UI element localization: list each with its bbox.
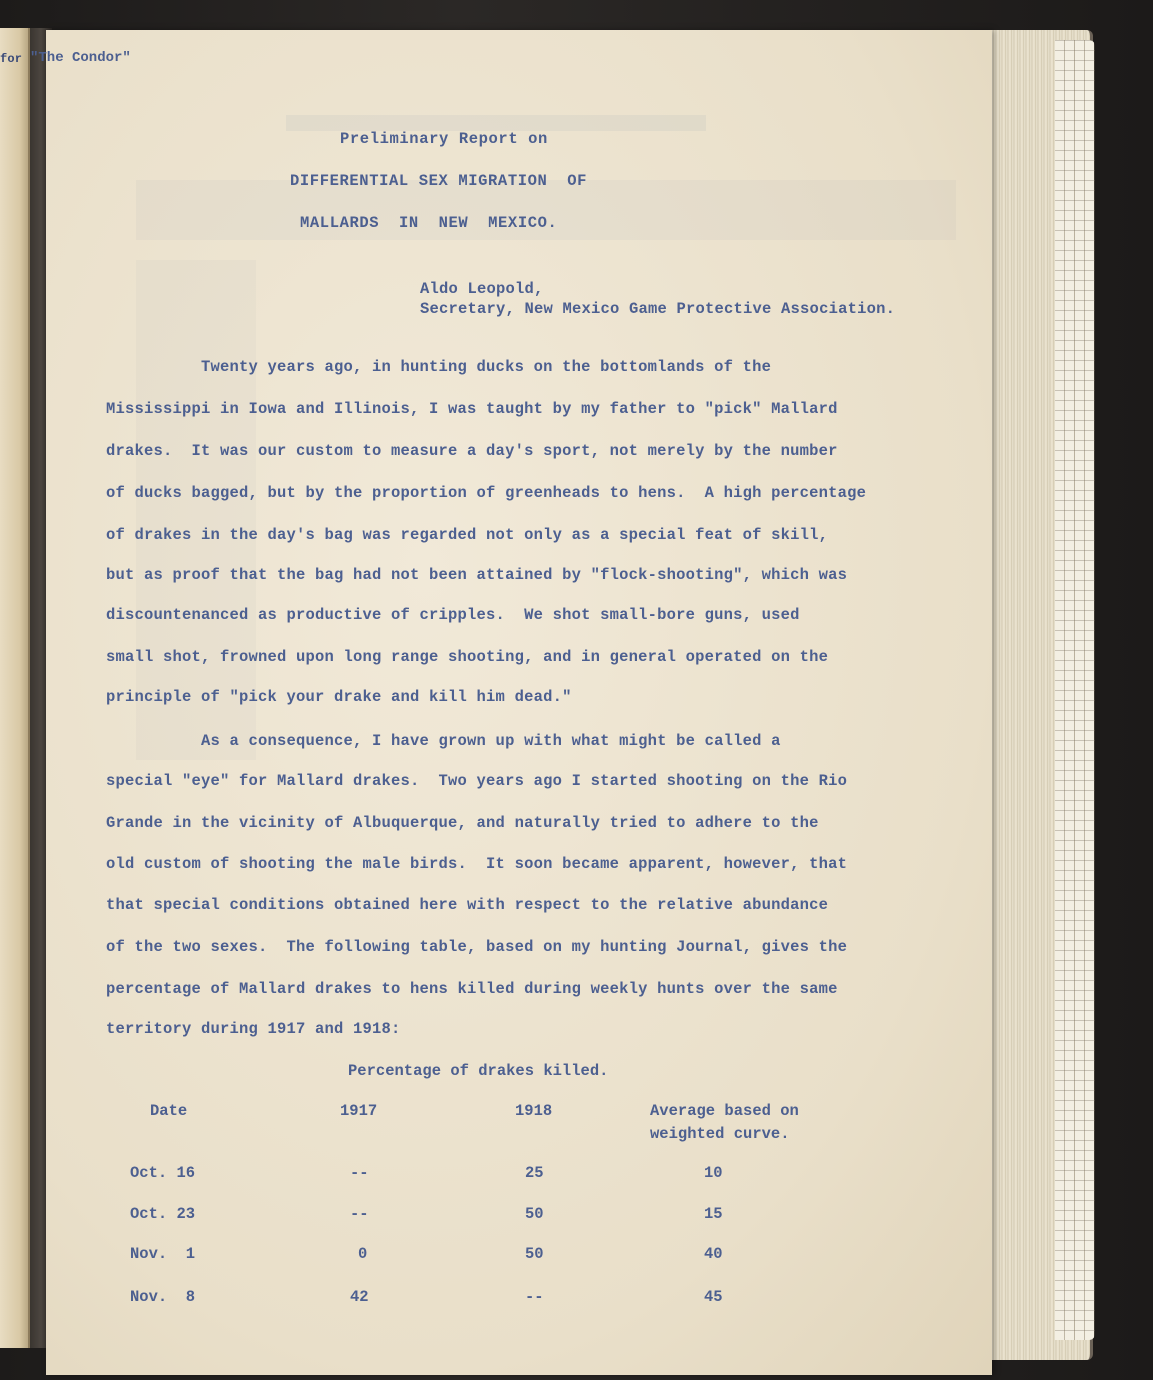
text-line: percentage of Mallard drakes to hens killed during weekly hunts over the same: [106, 980, 838, 998]
row-average: 40: [704, 1245, 723, 1263]
bleed-through: [136, 260, 256, 760]
text-line: As a consequence, I have grown up with what might be called a: [106, 732, 781, 750]
table-caption: Percentage of drakes killed.: [348, 1062, 609, 1080]
row-date: Oct. 16: [130, 1164, 196, 1182]
text-line: special "eye" for Mallard drakes. Two years ago I started shooting on the Rio: [106, 772, 848, 790]
text-line: of ducks bagged, but by the proportion of greenheads to hens. A high percentage: [106, 484, 867, 502]
title-line-1: Preliminary Report on: [340, 130, 548, 148]
text-line: but as proof that the bag had not been attained by "flock-shooting", which was: [106, 566, 848, 584]
column-header-average-2: weighted curve.: [650, 1125, 790, 1143]
row-1917: --: [350, 1164, 369, 1182]
row-1918: 50: [525, 1205, 544, 1223]
column-header-1918: 1918: [515, 1102, 553, 1120]
text-line: principle of "pick your drake and kill him dead.": [106, 688, 572, 706]
author-name: Aldo Leopold,: [420, 280, 544, 298]
text-line: of the two sexes. The following table, based on my hunting Journal, gives the: [106, 938, 848, 956]
left-page-edge: [0, 28, 30, 1348]
row-date: Nov. 1: [130, 1245, 196, 1263]
row-1917: --: [350, 1205, 369, 1223]
margin-fragment: for: [0, 52, 23, 66]
text-line: small shot, frowned upon long range shooting, and in general operated on the: [106, 648, 829, 666]
row-average: 10: [704, 1164, 723, 1182]
bleed-through: [286, 115, 706, 131]
journal-label: "The Condor": [30, 50, 131, 66]
text-line: discountenanced as productive of cripples. We shot small-bore guns, used: [106, 606, 800, 624]
row-date: Nov. 8: [130, 1288, 196, 1306]
row-1918: --: [525, 1288, 544, 1306]
text-line: old custom of shooting the male birds. It soon became apparent, however, that: [106, 855, 848, 873]
row-date: Oct. 23: [130, 1205, 196, 1223]
text-line: drakes. It was our custom to measure a day's sport, not merely by the number: [106, 442, 838, 460]
row-1918: 50: [525, 1245, 544, 1263]
column-header-average: Average based on: [650, 1102, 799, 1120]
title-line-2: DIFFERENTIAL SEX MIGRATION OF: [290, 172, 588, 190]
title-line-3: MALLARDS IN NEW MEXICO.: [300, 214, 558, 232]
column-header-1917: 1917: [340, 1102, 378, 1120]
text-line: of drakes in the day's bag was regarded not only as a special feat of skill,: [106, 526, 829, 544]
row-1918: 25: [525, 1164, 544, 1182]
text-line: that special conditions obtained here with respect to the relative abundance: [106, 896, 829, 914]
row-1917: 0: [358, 1245, 368, 1263]
row-average: 45: [704, 1288, 723, 1306]
text-line: Twenty years ago, in hunting ducks on the bottomlands of the: [106, 358, 772, 376]
text-line: Grande in the vicinity of Albuquerque, and naturally tried to adhere to the: [106, 814, 819, 832]
column-header-date: Date: [150, 1102, 188, 1120]
row-1917: 42: [350, 1288, 369, 1306]
text-line: Mississippi in Iowa and Illinois, I was taught by my father to "pick" Mallard: [106, 400, 838, 418]
row-average: 15: [704, 1205, 723, 1223]
author-affiliation: Secretary, New Mexico Game Protective Association.: [420, 300, 896, 318]
text-line: territory during 1917 and 1918:: [106, 1020, 401, 1038]
graph-paper-edge: [1055, 40, 1095, 1340]
